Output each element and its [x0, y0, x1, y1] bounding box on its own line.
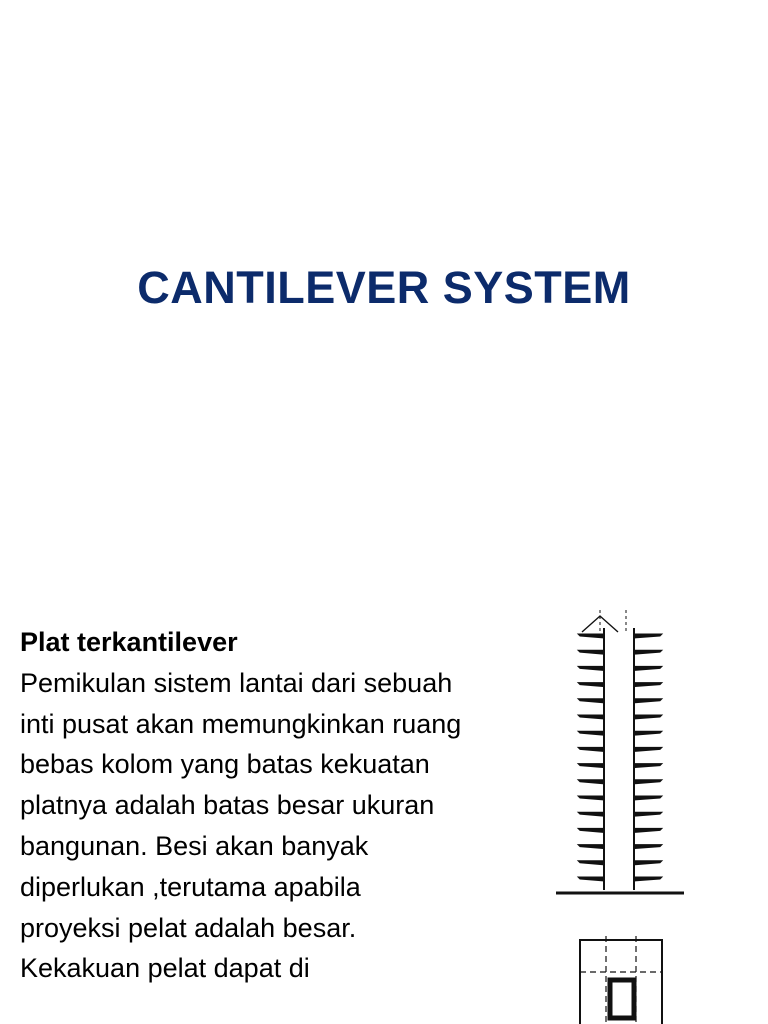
floor-slab-left	[578, 845, 604, 849]
floor-slab-right	[634, 812, 662, 816]
floor-slab-left	[578, 764, 604, 768]
floor-slab-right	[634, 845, 662, 849]
floor-slab-right	[634, 715, 662, 719]
plan-core	[610, 980, 634, 1018]
floor-slab-right	[634, 747, 662, 751]
floor-slab-right	[634, 764, 662, 768]
floor-slab-right	[634, 650, 662, 654]
floor-slab-left	[578, 828, 604, 832]
floor-slab-right	[634, 861, 662, 865]
floor-slab-right	[634, 683, 662, 687]
floor-slab-right	[634, 796, 662, 800]
floor-slab-right	[634, 634, 662, 638]
floor-slab-left	[578, 747, 604, 751]
floor-slab-right	[634, 666, 662, 670]
floor-slab-left	[578, 877, 604, 881]
slide-title: CANTILEVER SYSTEM	[137, 262, 631, 313]
floor-slab-right	[634, 828, 662, 832]
tower-elevation-drawing	[552, 606, 688, 898]
floor-slab-right	[634, 699, 662, 703]
floor-slab-left	[578, 666, 604, 670]
floor-slab-left	[578, 650, 604, 654]
floor-slab-left	[578, 861, 604, 865]
floor-slab-left	[578, 634, 604, 638]
body-paragraph: Pemikulan sistem lantai dari sebuah inti pusat akan memungkinkan ruang bebas kolom yang batas kekuatan platnya adalah batas besar ukuran bangunan. Besi akan banyak diperlukan ,terutama apabila proyeksi pelat adalah besar. Kekakuan pelat dapat di	[20, 667, 462, 984]
floor-slab-left	[578, 780, 604, 784]
floor-slab-left	[578, 812, 604, 816]
floor-plan-drawing	[566, 936, 676, 1024]
slide-body	[20, 622, 465, 989]
floor-slab-left	[578, 683, 604, 687]
floor-slab-right	[634, 731, 662, 735]
floor-slab-left	[578, 699, 604, 703]
floor-slab-right	[634, 780, 662, 784]
subheading: Plat terkantilever	[20, 627, 238, 657]
floor-slab-left	[578, 731, 604, 735]
floor-slab-right	[634, 877, 662, 881]
floor-slab-left	[578, 796, 604, 800]
floor-slab-left	[578, 715, 604, 719]
